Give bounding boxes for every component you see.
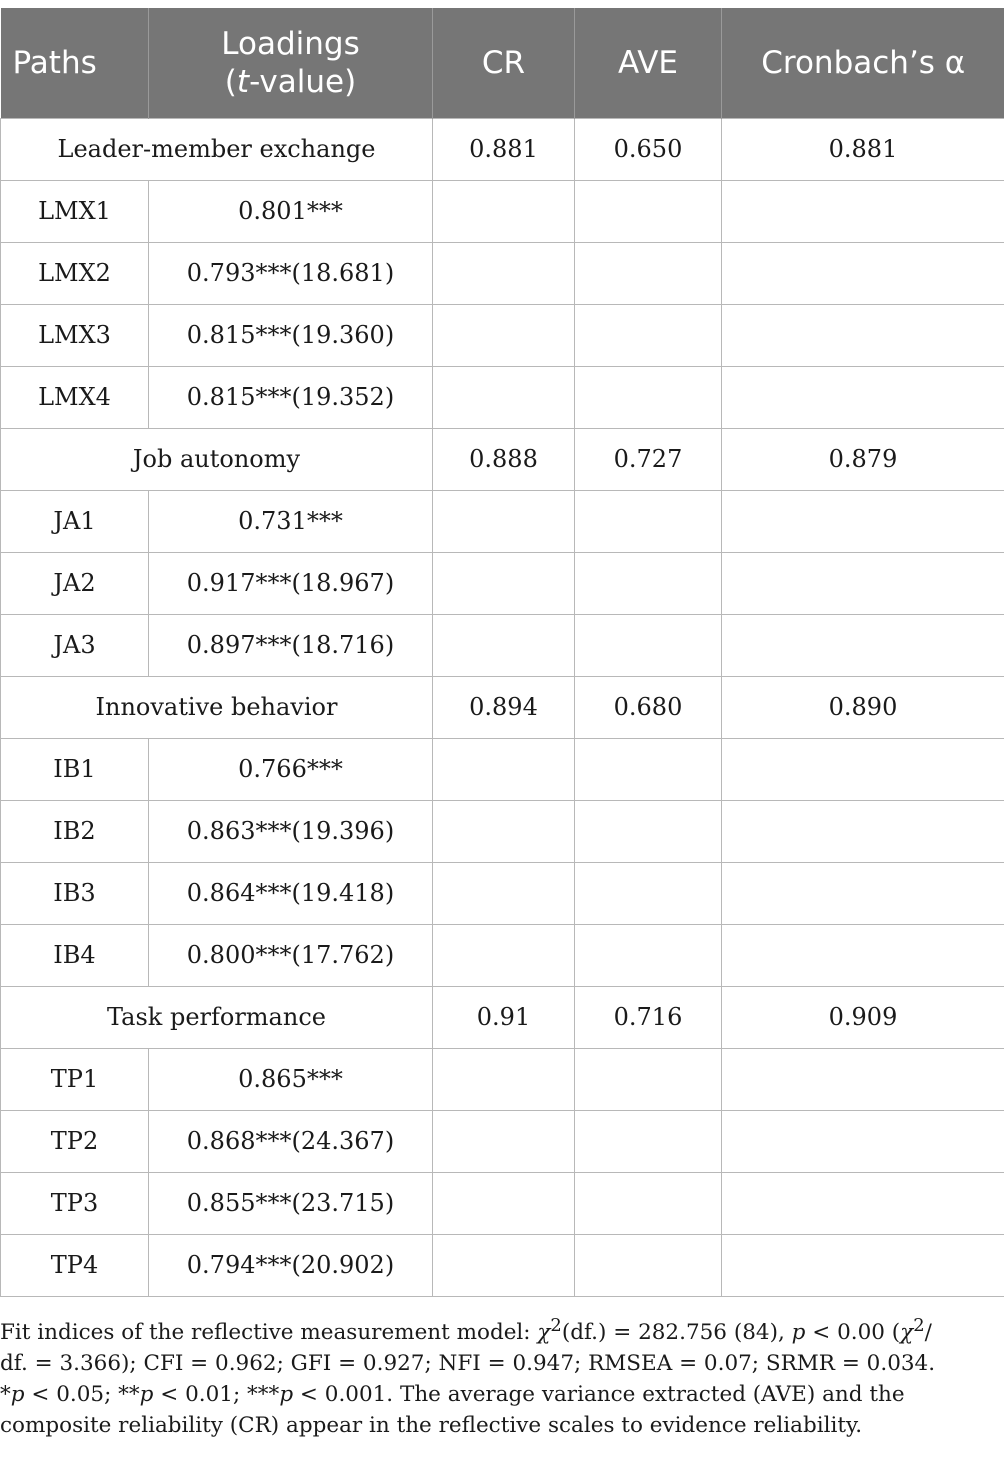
item-path: TP1 [1, 1048, 149, 1110]
item-path: JA3 [1, 614, 149, 676]
item-loading: 0.863***(19.396) [149, 800, 433, 862]
header-loadings-open-paren: ( [224, 63, 237, 100]
header-loadings-line2: -value) [249, 63, 357, 100]
alpha-value: 0.909 [722, 986, 1004, 1048]
item-path: TP3 [1, 1172, 149, 1234]
empty-cr-cell [433, 800, 575, 862]
table-footnote [0, 1310, 1004, 1441]
fit-indices-note [0, 1310, 1004, 1379]
measurement-model-table [0, 8, 1004, 1297]
empty-cr-cell [433, 304, 575, 366]
table-row [1, 490, 1004, 552]
item-loading: 0.794***(20.902) [149, 1234, 433, 1296]
fit-text-1: Fit indices of the reflective measurement model: [0, 1320, 538, 1346]
header-paths: Paths [1, 8, 149, 118]
cr-value: 0.881 [433, 118, 575, 180]
empty-ave-cell [575, 1234, 722, 1296]
item-path: IB2 [1, 800, 149, 862]
table-row [1, 800, 1004, 862]
ave-value: 0.650 [575, 118, 722, 180]
ave-value: 0.680 [575, 676, 722, 738]
empty-cr-cell [433, 552, 575, 614]
empty-cr-cell [433, 180, 575, 242]
empty-alpha-cell [722, 800, 1004, 862]
table-row [1, 180, 1004, 242]
empty-ave-cell [575, 366, 722, 428]
p-symbol-3: p [10, 1382, 25, 1408]
item-path: IB1 [1, 738, 149, 800]
table-row-group [1, 676, 1004, 738]
construct-label: Leader-member exchange [1, 118, 433, 180]
table-row [1, 924, 1004, 986]
empty-alpha-cell [722, 180, 1004, 242]
cr-value: 0.888 [433, 428, 575, 490]
item-loading: 0.855***(23.715) [149, 1172, 433, 1234]
empty-cr-cell [433, 490, 575, 552]
item-path: JA1 [1, 490, 149, 552]
item-path: JA2 [1, 552, 149, 614]
empty-alpha-cell [722, 366, 1004, 428]
cr-value: 0.91 [433, 986, 575, 1048]
empty-ave-cell [575, 304, 722, 366]
empty-cr-cell [433, 924, 575, 986]
empty-ave-cell [575, 242, 722, 304]
header-cr: CR [433, 8, 575, 118]
empty-alpha-cell [722, 304, 1004, 366]
significance-note [0, 1379, 1004, 1441]
chi-superscript: 2 [550, 1315, 562, 1336]
empty-alpha-cell [722, 490, 1004, 552]
empty-cr-cell [433, 862, 575, 924]
empty-ave-cell [575, 180, 722, 242]
table-row [1, 1234, 1004, 1296]
empty-ave-cell [575, 738, 722, 800]
header-loadings-line1: Loadings [221, 25, 360, 62]
empty-ave-cell [575, 552, 722, 614]
table-row-group [1, 428, 1004, 490]
ave-value: 0.727 [575, 428, 722, 490]
item-path: TP4 [1, 1234, 149, 1296]
empty-cr-cell [433, 242, 575, 304]
empty-cr-cell [433, 614, 575, 676]
chi-symbol: χ [537, 1320, 551, 1346]
item-path: LMX1 [1, 180, 149, 242]
empty-cr-cell [433, 366, 575, 428]
empty-ave-cell [575, 614, 722, 676]
empty-alpha-cell [722, 614, 1004, 676]
table-row [1, 1172, 1004, 1234]
empty-cr-cell [433, 738, 575, 800]
item-loading: 0.731*** [149, 490, 433, 552]
p-symbol-4: p [139, 1382, 154, 1408]
table-row [1, 552, 1004, 614]
fit-text-3: < 0.00 ( [805, 1320, 901, 1346]
alpha-value: 0.879 [722, 428, 1004, 490]
item-loading: 0.864***(19.418) [149, 862, 433, 924]
table-row [1, 1048, 1004, 1110]
empty-ave-cell [575, 862, 722, 924]
item-path: IB3 [1, 862, 149, 924]
construct-label: Job autonomy [1, 428, 433, 490]
item-loading: 0.815***(19.360) [149, 304, 433, 366]
construct-label: Innovative behavior [1, 676, 433, 738]
item-path: LMX2 [1, 242, 149, 304]
empty-alpha-cell [722, 738, 1004, 800]
item-loading: 0.766*** [149, 738, 433, 800]
empty-alpha-cell [722, 1234, 1004, 1296]
item-loading: 0.917***(18.967) [149, 552, 433, 614]
empty-ave-cell [575, 1048, 722, 1110]
ave-value: 0.716 [575, 986, 722, 1048]
table-header-row [1, 8, 1004, 118]
empty-cr-cell [433, 1110, 575, 1172]
empty-ave-cell [575, 1110, 722, 1172]
item-loading: 0.868***(24.367) [149, 1110, 433, 1172]
item-loading: 0.800***(17.762) [149, 924, 433, 986]
empty-alpha-cell [722, 1172, 1004, 1234]
item-loading: 0.801*** [149, 180, 433, 242]
empty-alpha-cell [722, 862, 1004, 924]
table-row [1, 304, 1004, 366]
fit-text-2: (df.) = 282.756 (84), [561, 1320, 792, 1346]
table-row [1, 738, 1004, 800]
item-path: LMX3 [1, 304, 149, 366]
item-loading: 0.793***(18.681) [149, 242, 433, 304]
alpha-value: 0.881 [722, 118, 1004, 180]
sig-text-1: * [0, 1382, 11, 1408]
p-symbol-5: p [279, 1382, 294, 1408]
construct-label: Task performance [1, 986, 433, 1048]
header-loadings [149, 8, 433, 118]
fit-text-5: df. = 3.366); CFI = 0.962; GFI = 0.927; NFI = 0.947; RMSEA = 0.07; SRMR = 0.034. [0, 1351, 936, 1377]
item-loading: 0.815***(19.352) [149, 366, 433, 428]
table-row [1, 242, 1004, 304]
item-path: IB4 [1, 924, 149, 986]
empty-alpha-cell [722, 242, 1004, 304]
table-row [1, 614, 1004, 676]
empty-alpha-cell [722, 1048, 1004, 1110]
empty-ave-cell [575, 800, 722, 862]
empty-ave-cell [575, 924, 722, 986]
empty-cr-cell [433, 1234, 575, 1296]
sig-text-2: < 0.05; ** [24, 1382, 140, 1408]
empty-ave-cell [575, 490, 722, 552]
empty-ave-cell [575, 1172, 722, 1234]
cr-value: 0.894 [433, 676, 575, 738]
empty-alpha-cell [722, 552, 1004, 614]
item-path: TP2 [1, 1110, 149, 1172]
item-path: LMX4 [1, 366, 149, 428]
table-row [1, 862, 1004, 924]
header-cronbach-alpha: Cronbach’s α [722, 8, 1004, 118]
table-row [1, 366, 1004, 428]
empty-cr-cell [433, 1172, 575, 1234]
chi-symbol-2: χ [900, 1320, 914, 1346]
table-row-group [1, 118, 1004, 180]
table-body [1, 118, 1004, 1296]
empty-alpha-cell [722, 1110, 1004, 1172]
sig-text-4: < 0.001. The average variance extracted (AVE) and the composite reliability (CR) appear in the reflective scales to evidence reliability. [0, 1382, 905, 1439]
item-loading: 0.865*** [149, 1048, 433, 1110]
alpha-value: 0.890 [722, 676, 1004, 738]
header-loadings-t: t [236, 63, 250, 100]
empty-cr-cell [433, 1048, 575, 1110]
table-row-group [1, 986, 1004, 1048]
p-symbol: p [791, 1320, 806, 1346]
empty-alpha-cell [722, 924, 1004, 986]
table-row [1, 1110, 1004, 1172]
item-loading: 0.897***(18.716) [149, 614, 433, 676]
chi-superscript-2: 2 [913, 1315, 925, 1336]
fit-text-4: / [924, 1320, 932, 1346]
sig-text-3: < 0.01; *** [153, 1382, 280, 1408]
header-ave: AVE [575, 8, 722, 118]
